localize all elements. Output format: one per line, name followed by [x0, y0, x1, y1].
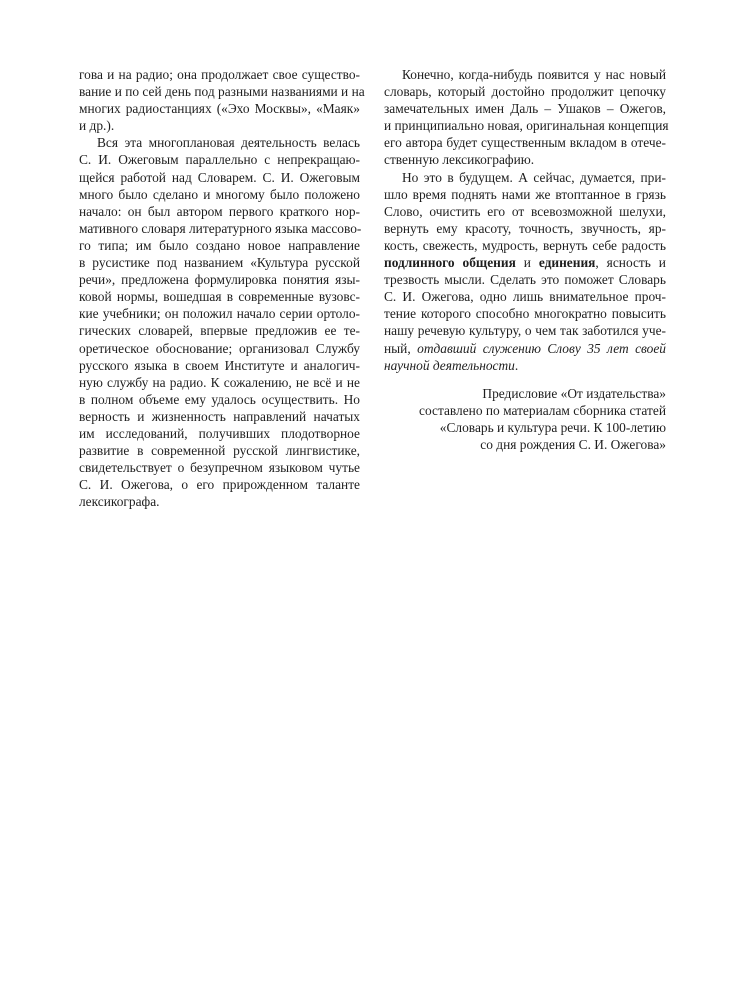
paragraph-continuation: [79, 66, 365, 134]
text-line: щейся работой над Словарем. С. И. Ожеговым: [79, 169, 360, 185]
text-line: замечательных имен Даль – Ушаков – Ожегов,: [384, 101, 666, 117]
text-line: мативного словаря литературного языка массово-: [79, 220, 362, 236]
text-line: словарь, который достойно продолжит цепочку: [384, 84, 666, 100]
text-line: Слово, очистить его от всевозможной шелухи,: [384, 203, 666, 219]
text-line-italic: [384, 357, 666, 374]
text-line: им исследований, получивших плодотворное: [79, 425, 360, 441]
text-line: многих радиостанциях («Эхо Москвы», «Маяк»: [79, 101, 360, 117]
text-line: С. И. Ожегова, о его прирожденном таланте: [79, 477, 360, 493]
text-line: Вся эта многоплановая деятельность велась: [97, 135, 360, 151]
text-line: вание и по сей день под разными названиями и на: [79, 84, 365, 100]
text-line: ную службу на радио. К сожалению, не всё и не: [79, 374, 360, 390]
text-line: его автора будет существенным вкладом в отече-: [384, 135, 666, 151]
text-line: шло время поднять нами же втоптанное в грязь: [384, 186, 666, 202]
source-line: составлено по материалам сборника статей: [419, 403, 666, 419]
text-line: гова и на радио; она продолжает свое существо-: [79, 67, 360, 82]
text-line: Но это в будущем. А сейчас, думается, при-: [402, 169, 666, 185]
text-line: гических словарей, впервые предложив ее те-: [79, 323, 360, 339]
text-line: нашу речевую культуру, о чем так заботился уче-: [384, 323, 666, 339]
text-line: верность и жизненность направлений начатых: [79, 408, 360, 424]
paragraph-future-dictionary: [384, 66, 669, 169]
text-fragment: .: [514, 357, 519, 373]
text-line: начало: он был автором первого краткого нор-: [79, 203, 360, 219]
paragraph-word-cleansing: [384, 169, 666, 374]
text-line: лексикографа.: [79, 494, 160, 510]
source-line: со дня рождения С. И. Ожегова»: [480, 437, 666, 453]
bold-phrase-unity: единения: [538, 255, 596, 271]
text-line-bold: [384, 254, 666, 271]
text-line: ковой нормы, вошедшая в современные вузовс-: [79, 289, 360, 305]
italic-phrase: научной деятельности: [384, 357, 515, 373]
text-line: кость, свежесть, мудрость, вернуть себе радость: [384, 237, 666, 253]
text-line: и принципиально новая, оригинальная концепция: [384, 118, 669, 134]
text-line: С. И. Ожеговым параллельно с непрекращаю-: [79, 152, 360, 168]
text-line: и др.).: [79, 118, 115, 134]
text-line: оретическое обоснование; организовал Службу: [79, 340, 360, 356]
paragraph-activity: [79, 134, 360, 510]
text-line: кие учебники; он положил начало серии ортоло-: [79, 306, 360, 322]
bold-phrase-communication: подлинного общения: [384, 255, 516, 271]
text-fragment: , ясность и: [595, 255, 666, 271]
text-line: Конечно, когда-нибудь появится у нас новый: [402, 67, 666, 82]
right-column: [384, 66, 669, 374]
text-line: тение которого способно многократно повысить: [384, 306, 666, 322]
text-line: много было сделано и многому было положено: [79, 186, 360, 202]
source-note: [384, 385, 666, 453]
text-line: в полном объеме ему удалось осуществить. Но: [79, 391, 360, 407]
italic-phrase: отдавший служению Слову 35 лет своей: [417, 340, 666, 356]
text-fragment: ный,: [384, 340, 418, 356]
text-line: развитие в современной русской лингвистике,: [79, 443, 360, 459]
source-line: Предисловие «От издательства»: [482, 386, 666, 401]
text-line: в русистике под названием «Культура русской: [79, 255, 360, 271]
text-line: го типа; им было создано новое направление: [79, 237, 360, 253]
text-line: ственную лексикографию.: [384, 152, 535, 168]
text-line: трезвость мысли. Сделать это поможет Словарь: [384, 272, 666, 288]
text-line: С. И. Ожегова, одно лишь внимательное проч-: [384, 289, 666, 305]
text-fragment: и: [515, 255, 539, 271]
text-line: свидетельствует о безупречном языковом чутье: [79, 460, 360, 476]
text-line: речи», предложена формулировка понятия язы-: [79, 272, 360, 288]
text-line: вернуть ему красоту, точность, звучность, яр-: [384, 220, 666, 236]
text-line-italic: [384, 340, 666, 357]
left-column: [79, 66, 365, 510]
source-line: «Словарь и культура речи. К 100-летию: [439, 420, 666, 436]
text-line: русского языка в своем Институте и аналогич-: [79, 357, 360, 373]
